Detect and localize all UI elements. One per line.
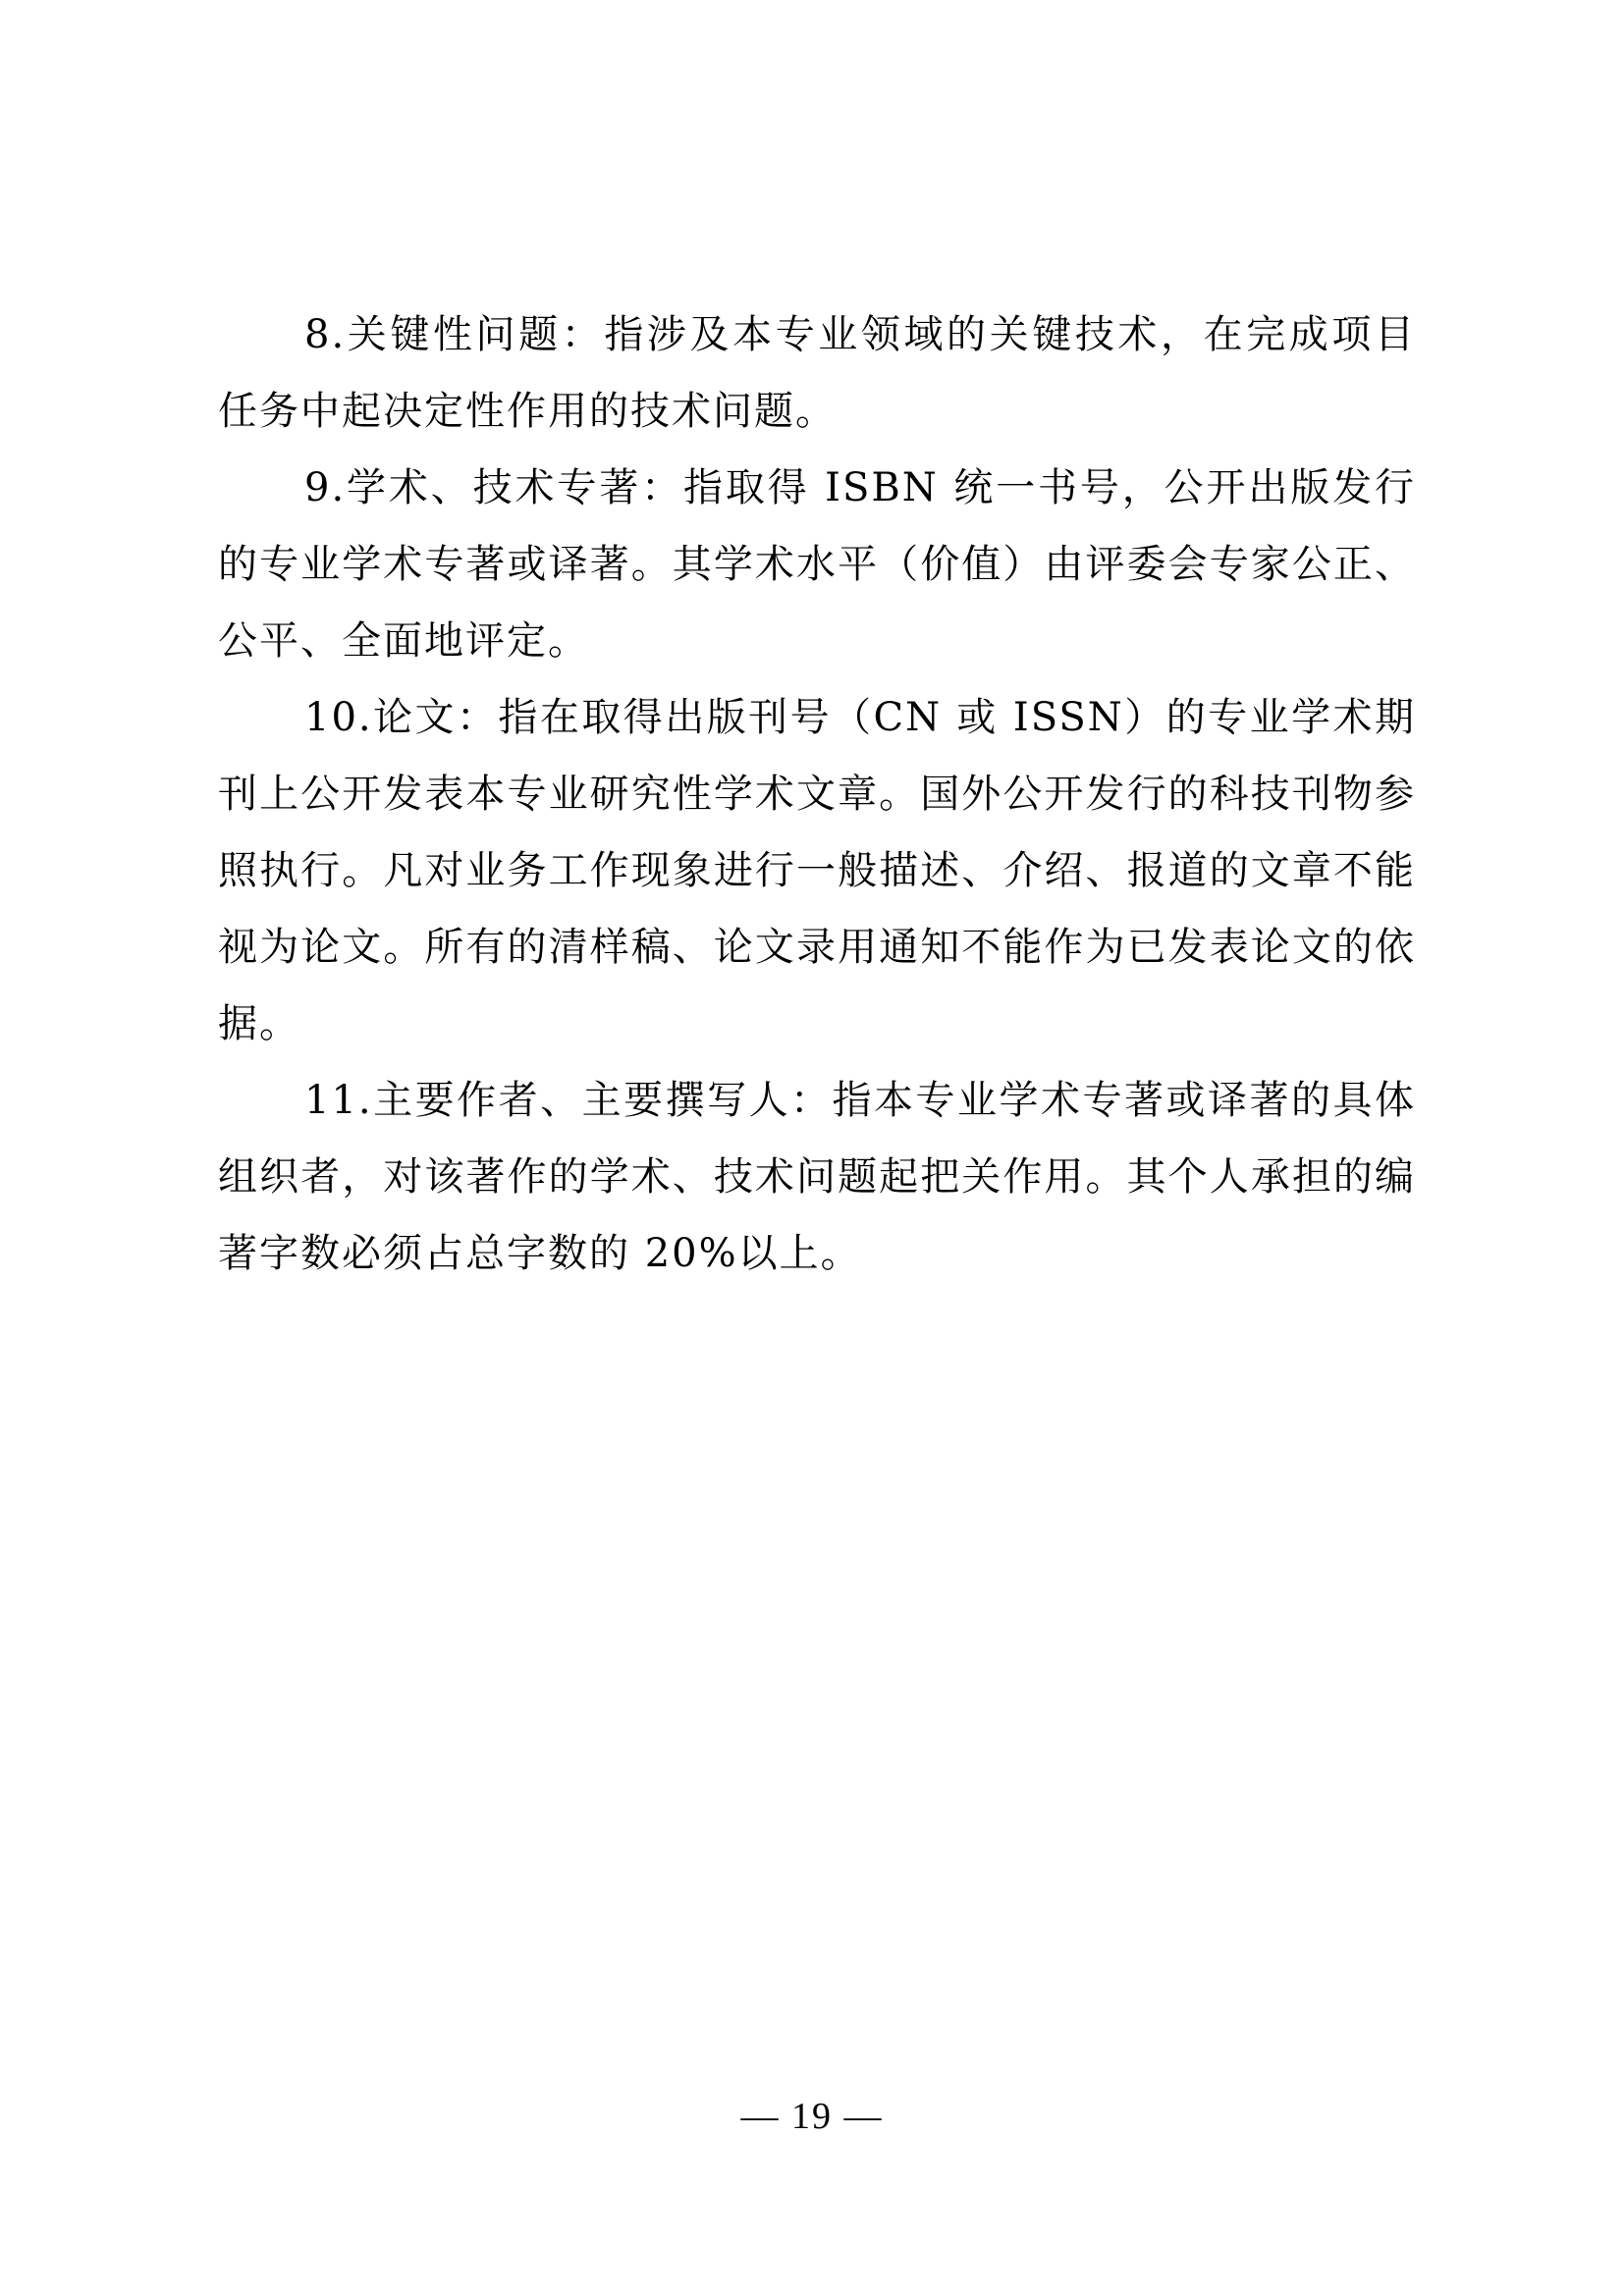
document-body xyxy=(218,296,1416,1292)
definition-paragraph-9: 9.学术、技术专著：指取得 ISBN 统一书号，公开出版发行的专业学术专著或译著。其学术水平（价值）由评委会专家公正、公平、全面地评定。 xyxy=(218,465,1416,664)
definition-paragraph-10: 10.论文：指在取得出版刊号（CN 或 ISSN）的专业学术期刊上公开发表本专业研究性学术文章。国外公开发行的科技刊物参照执行。凡对业务工作现象进行一般描述、介绍、报道的文章不能视为论文。所有的清样稿、论文录用通知不能作为已发表论文的依据。 xyxy=(218,695,1416,1046)
definition-paragraph-11: 11.主要作者、主要撰写人：指本专业学术专著或译著的具体组织者，对该著作的学术、技术问题起把关作用。其个人承担的编著字数必须占总字数的 20%以上。 xyxy=(218,1078,1416,1276)
definition-paragraph-8: 8.关键性问题：指涉及本专业领域的关键技术，在完成项目任务中起决定性作用的技术问题。 xyxy=(218,312,1416,434)
page-number: — 19 — xyxy=(740,2096,884,2137)
